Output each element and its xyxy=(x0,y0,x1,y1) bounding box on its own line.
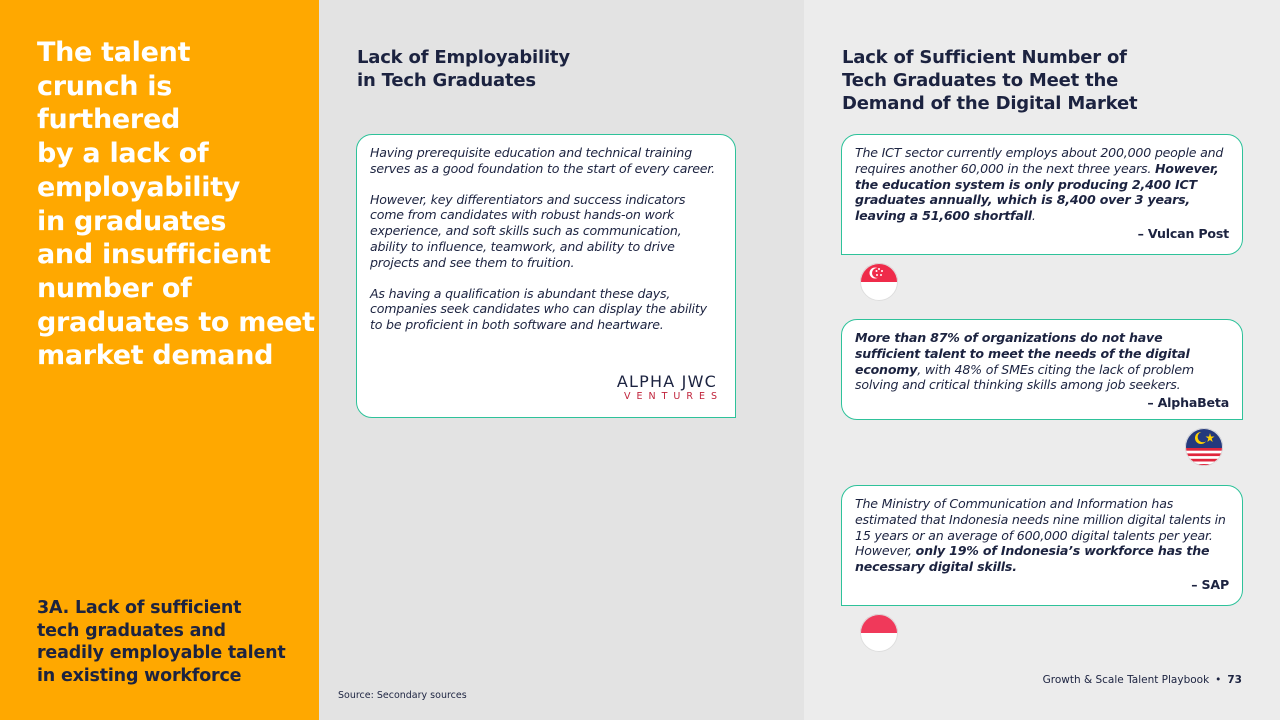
middle-column-title xyxy=(357,46,570,92)
footer-separator: • xyxy=(1215,674,1222,686)
page-number: 73 xyxy=(1227,674,1242,686)
section-label-line: readily employable talent xyxy=(37,643,286,663)
card-paragraph: However, key differentiators and success indicators come from candidates with robust hands-on work experience, and soft skills such as communication, ability to influence, teamwork, and ability to drive projects and see them to fruition. xyxy=(370,191,686,270)
section-label-line: 3A. Lack of sufficient xyxy=(37,598,242,618)
headline-line: graduates to meet xyxy=(37,306,315,338)
quote-source: – Vulcan Post xyxy=(1137,225,1229,241)
headline-line: employability xyxy=(37,171,241,203)
headline-line: furthered xyxy=(37,104,180,136)
quote-card-malaysia xyxy=(841,319,1243,420)
indonesia-flag-icon xyxy=(860,614,898,652)
right-column-title xyxy=(842,46,1137,115)
title-line: Tech Graduates to Meet the xyxy=(842,70,1119,91)
left-panel xyxy=(0,0,319,720)
quote-card-indonesia xyxy=(841,485,1243,606)
quote-source: – SAP xyxy=(1191,576,1229,592)
quote-text-regular: The ICT sector currently employs about 200,000 people and requires another 60,000 in the next three years. xyxy=(855,145,1224,176)
quote-text xyxy=(855,330,1229,393)
quote-text-bold: More than 87% of organizations do not have sufficient talent to meet the needs of the digital economy xyxy=(855,330,1190,377)
page-headline xyxy=(37,36,317,373)
quote-text-regular: , with 48% of SMEs citing the lack of problem solving and critical thinking skills among job seekers. xyxy=(855,361,1194,393)
quote-text xyxy=(855,145,1229,224)
headline-line: by a lack of xyxy=(37,138,209,170)
title-line: Lack of Sufficient Number of xyxy=(842,47,1127,68)
quote-text-bold: However, the education system is only producing 2,400 ICT graduates annually, which is 8,400 over 3 years, leaving a 51,600 shortfall xyxy=(855,160,1219,224)
headline-line: crunch is xyxy=(37,70,173,102)
headline-line: number of xyxy=(37,272,192,304)
headline-line: in graduates xyxy=(37,205,227,237)
employability-card xyxy=(356,134,736,418)
singapore-flag-icon xyxy=(860,263,898,301)
quote-text-regular: . xyxy=(1031,208,1036,224)
title-line: in Tech Graduates xyxy=(357,70,536,91)
quote-text-regular: The Ministry of Communication and Information has estimated that Indonesia needs nine million digital talents in 15 years or an average of 600,000 digital talents per year. However, xyxy=(855,496,1226,559)
title-line: Lack of Employability xyxy=(357,47,570,68)
card-paragraph: Having prerequisite education and technical training serves as a good foundation to the start of every career. xyxy=(370,145,715,176)
headline-line: market demand xyxy=(37,340,274,372)
logo-wordmark: ALPHA JWC xyxy=(616,372,717,391)
card-paragraph: As having a qualification is abundant these days, companies seek candidates who can display the ability to be proficient in both software and heartware. xyxy=(370,285,707,333)
title-line: Demand of the Digital Market xyxy=(842,93,1138,114)
source-note: Source: Secondary sources xyxy=(338,690,467,701)
section-label xyxy=(37,597,307,687)
headline-line: and insufficient xyxy=(37,239,271,271)
alpha-jwc-logo xyxy=(616,372,723,403)
quote-source: – AlphaBeta xyxy=(1147,395,1229,411)
quote-text-bold: only 19% of Indonesia’s workforce has the necessary digital skills. xyxy=(855,543,1210,575)
section-label-line: in existing workforce xyxy=(37,665,242,686)
publication-name: Growth & Scale Talent Playbook xyxy=(1042,674,1210,686)
section-label-line: tech graduates and xyxy=(37,620,226,641)
malaysia-flag-icon xyxy=(1185,428,1223,466)
page-footer xyxy=(1043,674,1242,686)
logo-subtitle: VENTURES xyxy=(624,391,723,402)
quote-card-singapore xyxy=(841,134,1243,255)
headline-line: The talent xyxy=(37,37,191,68)
quote-text xyxy=(855,496,1229,575)
